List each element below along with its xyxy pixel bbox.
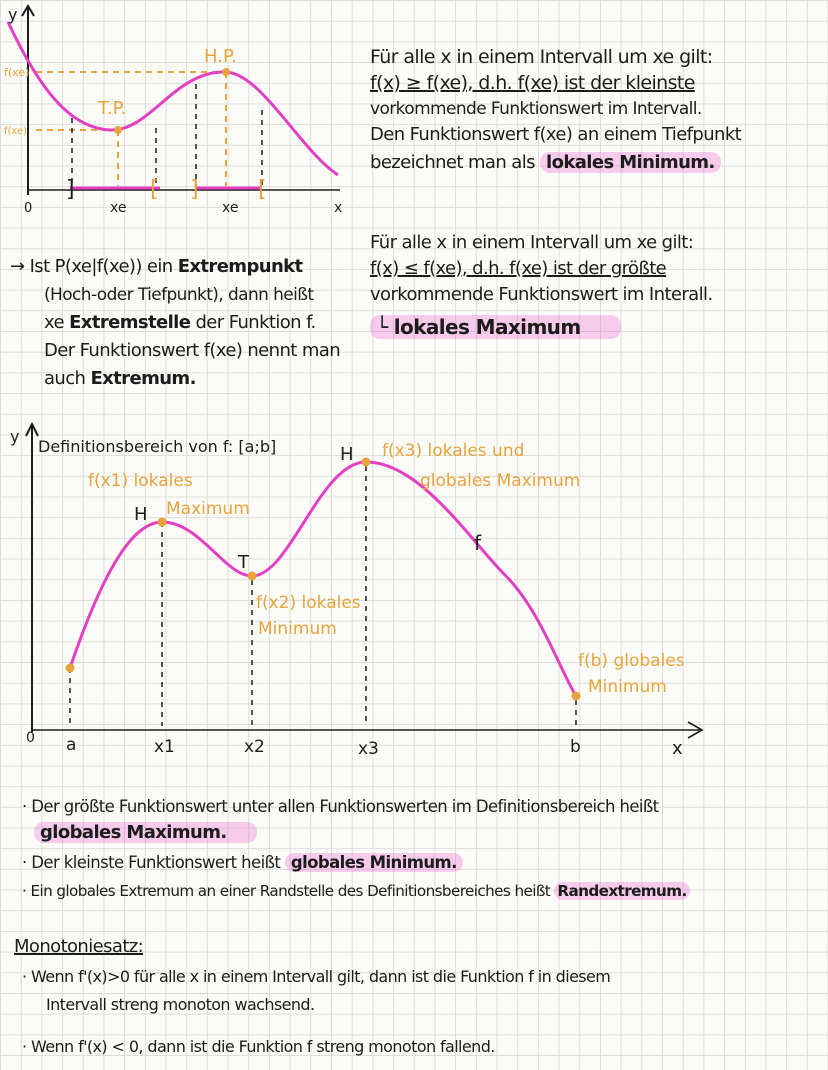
y-axis-label: y (10, 427, 20, 446)
bullet-dot: · (22, 797, 32, 816)
f-label: f (474, 531, 482, 555)
monotonie-bullet-1-line1 (22, 966, 610, 988)
point-h3 (362, 458, 371, 467)
global-bullet-2-prefix: Der kleinste Funktionswert heißt (31, 853, 281, 872)
extremstelle-term: Extremstelle (69, 312, 191, 333)
max-line-3: vorkommende Funktionswert im Interall. (370, 284, 713, 305)
h3-label: H (340, 444, 354, 465)
bracket-2: [ (150, 177, 159, 202)
extrema-graph-small (0, 0, 360, 220)
ext-line-4: Der Funktionswert f(xe) nennt man (44, 340, 341, 361)
hp-label: H.P. (204, 46, 237, 67)
global-bullet-3 (22, 880, 690, 902)
monotonie-bullet-2 (22, 1036, 495, 1058)
ext-line-1-prefix: → Ist P(xe|f(xe)) ein (10, 256, 173, 277)
global-bullet-1-line2 (34, 822, 257, 844)
function-curve (8, 22, 338, 175)
lokales-maximum-term: └ lokales Maximum (370, 315, 621, 339)
hochpunkt-dot (222, 68, 230, 76)
point-a (66, 664, 75, 673)
fxe-bottom-label: f(xe) (4, 126, 28, 137)
monotonie-bullet-2-text: Wenn f'(x) < 0, dann ist die Funktion f streng monoton fallend. (30, 1037, 495, 1056)
global-bullet-1-text: Der größte Funktionswert unter allen Funktionswerten im Definitionsbereich heißt (31, 797, 659, 816)
point-b (572, 692, 581, 701)
origin-label: 0 (26, 730, 35, 746)
globales-minimum-term: globales Minimum. (285, 853, 463, 872)
ann-x1-line2: Maximum (166, 499, 250, 519)
lokales-minimum-term: lokales Minimum. (540, 152, 721, 173)
tick-x3: x3 (358, 739, 379, 759)
xe-left-label: xe (110, 200, 127, 216)
min-line-5-prefix: bezeichnet man als (370, 152, 535, 173)
max-line-4 (370, 316, 621, 338)
max-line-2: f(x) ≤ f(xe), d.h. f(xe) ist der größte (370, 258, 667, 279)
ext-line-3 (44, 312, 316, 334)
t-label: T (238, 552, 249, 573)
tick-x2: x2 (244, 737, 265, 757)
global-bullet-2 (22, 852, 463, 874)
max-line-1: Für alle x in einem Intervall um xe gilt: (370, 232, 694, 253)
tp-label: T.P. (98, 98, 127, 119)
ext-line-1 (10, 256, 303, 278)
ext-line-3-suffix: der Funktion f. (195, 312, 316, 333)
xe-right-label: xe (222, 200, 239, 216)
monotonie-bullet-1-text: Wenn f'(x)>0 für alle x in einem Intervall gilt, dann ist die Funktion f in diesem (30, 967, 611, 986)
min-line-2: f(x) ≥ f(xe), d.h. f(xe) ist der kleinste (370, 72, 695, 94)
ext-line-2: (Hoch-oder Tiefpunkt), dann heißt (44, 285, 314, 305)
domain-label: Definitionsbereich von f: [a;b] (38, 437, 277, 456)
min-line-1: Für alle x in einem Intervall um xe gilt: (370, 46, 713, 68)
fxe-top-label: f(xe) (4, 66, 30, 79)
bullet-dot: · (22, 853, 32, 872)
bullet-dot: · (22, 967, 31, 986)
ext-line-5-prefix: auch (44, 368, 86, 389)
extremum-term: Extremum. (90, 368, 196, 389)
ext-line-3-prefix: xe (44, 312, 64, 333)
origin-label: 0 (24, 201, 33, 216)
function-curve (70, 462, 576, 696)
bullet-dot: · (22, 882, 31, 900)
monotonie-bullet-1-line2: Intervall streng monoton wachsend. (46, 995, 315, 1014)
tick-x1: x1 (154, 737, 175, 757)
y-axis-label: y (8, 5, 18, 24)
min-line-5 (370, 152, 721, 174)
bracket-1: ] (66, 177, 75, 202)
h1-label: H (134, 504, 148, 525)
ann-x2-line1: f(x2) lokales (256, 593, 361, 613)
bracket-4: [ (258, 177, 267, 202)
randextremum-term: Randextremum. (554, 882, 689, 900)
min-line-4: Den Funktionswert f(xe) an einem Tiefpunkt (370, 124, 742, 145)
bracket-3: ] (190, 177, 199, 202)
global-bullet-3-prefix: Ein globales Extremum an einer Randstelle des Definitionsbereiches heißt (30, 882, 551, 900)
extrema-graph-large (0, 420, 828, 770)
ann-x3-line1: f(x3) lokales und (382, 441, 525, 461)
extrempunkt-term: Extrempunkt (177, 256, 303, 277)
ann-x1-line1: f(x1) lokales (88, 471, 193, 491)
x-axis-label: x (672, 738, 683, 759)
min-line-3: vorkommende Funktionswert im Intervall. (370, 99, 702, 119)
ann-x2-line2: Minimum (258, 619, 337, 639)
monotonie-title: Monotoniesatz: (14, 936, 144, 957)
x-axis-label: x (334, 200, 343, 216)
tick-a: a (66, 735, 77, 755)
ann-b-line1: f(b) globales (578, 651, 685, 671)
tick-b: b (570, 737, 581, 757)
tiefpunkt-dot (114, 126, 122, 134)
ann-b-line2: Minimum (588, 677, 667, 697)
ann-x3-line2: globales Maximum (420, 471, 581, 491)
global-bullet-1-line1 (22, 796, 659, 818)
ext-line-5 (44, 368, 196, 390)
globales-maximum-term: globales Maximum. (34, 822, 257, 843)
bullet-dot: · (22, 1037, 31, 1056)
